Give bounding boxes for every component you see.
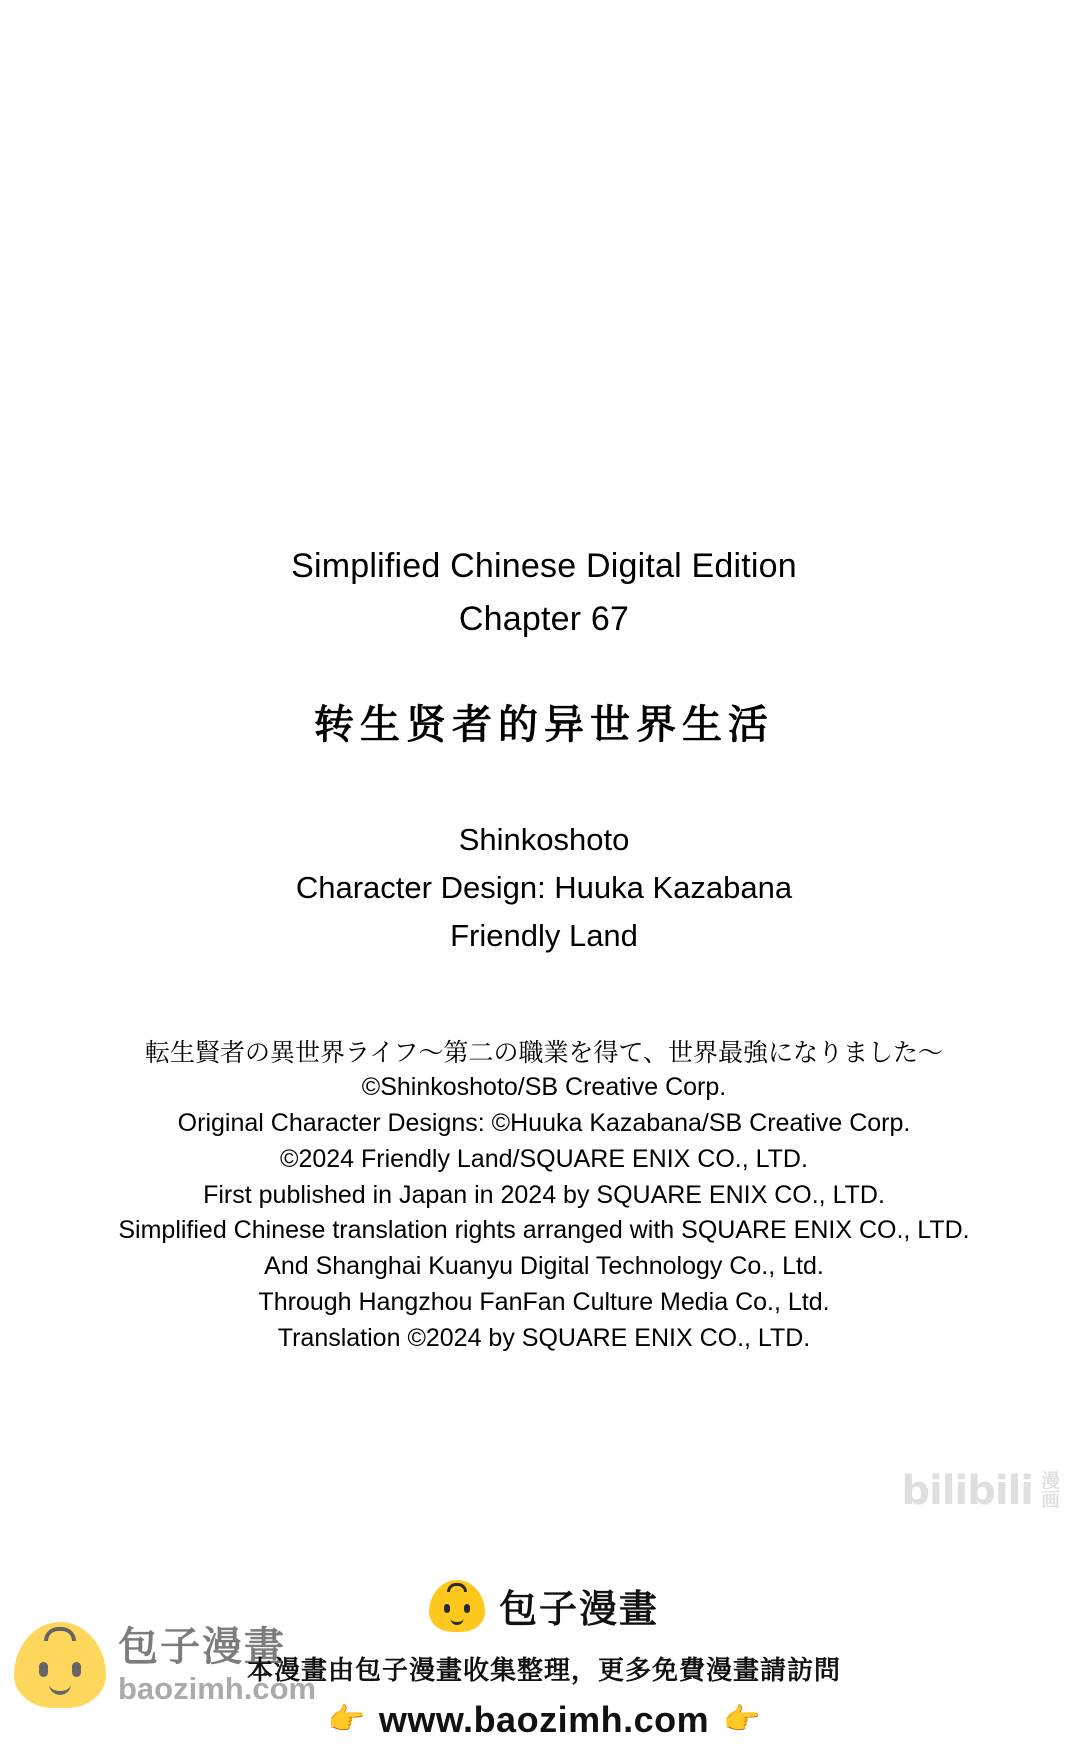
legal-line-4: ©2024 Friendly Land/SQUARE ENIX CO., LTD.: [280, 1144, 808, 1173]
bilibili-cn-char-1: 漫: [1040, 1470, 1060, 1492]
promo-url[interactable]: www.baozimh.com: [378, 1699, 710, 1740]
legal-line-8: Through Hangzhou FanFan Culture Media Co., Ltd.: [258, 1287, 830, 1316]
pointing-hand-right-icon: 👉: [723, 1703, 761, 1736]
baozi-bun-icon: [429, 1580, 485, 1632]
legal-block: [0, 1035, 1088, 1357]
credits-block: [0, 540, 1088, 1356]
bilibili-wordmark: bilibili: [901, 1468, 1033, 1514]
promo-url-row: [0, 1699, 1088, 1741]
baozi-watermark-url: baozimh.com: [118, 1670, 317, 1706]
legal-line-2: ©Shinkoshoto/SB Creative Corp.: [361, 1073, 727, 1102]
legal-line-3: Original Character Designs: ©Huuka Kazabana/SB Creative Corp.: [177, 1109, 911, 1138]
legal-line-1: 転生賢者の異世界ライフ〜第二の職業を得て、世界最強になりました〜: [144, 1037, 943, 1067]
legal-line-5: First published in Japan in 2024 by SQUARE ENIX CO., LTD.: [203, 1180, 885, 1209]
bilibili-cn-char-2: 画: [1040, 1489, 1060, 1511]
legal-line-6: Simplified Chinese translation rights arranged with SQUARE ENIX CO., LTD.: [118, 1216, 970, 1245]
staff-art: Friendly Land: [450, 918, 638, 954]
staff-credits: [0, 816, 1088, 960]
pointing-hand-left-icon: 👉: [327, 1703, 365, 1736]
edition-line-2: Chapter 67: [458, 599, 630, 638]
promo-text: 本漫畫由包子漫畫收集整理，更多免費漫畫請訪問: [246, 1656, 841, 1686]
bilibili-cn-label: [1041, 1472, 1060, 1510]
promo-block: [0, 1650, 1088, 1741]
staff-character-design: Character Design: Huuka Kazabana: [295, 870, 793, 906]
edition-line-1: Simplified Chinese Digital Edition: [291, 547, 797, 585]
legal-line-7: And Shanghai Kuanyu Digital Technology Co., Ltd.: [264, 1252, 824, 1281]
baozi-watermark-cn: 包子漫畫: [118, 1623, 286, 1670]
baozi-brand-label: 包子漫畫: [498, 1587, 659, 1631]
staff-author: Shinkoshoto: [458, 822, 630, 858]
bilibili-watermark: [901, 1468, 1060, 1514]
legal-line-9: Translation ©2024 by SQUARE ENIX CO., LTD.: [277, 1323, 811, 1352]
series-title: 转生贤者的异世界生活: [314, 702, 774, 749]
